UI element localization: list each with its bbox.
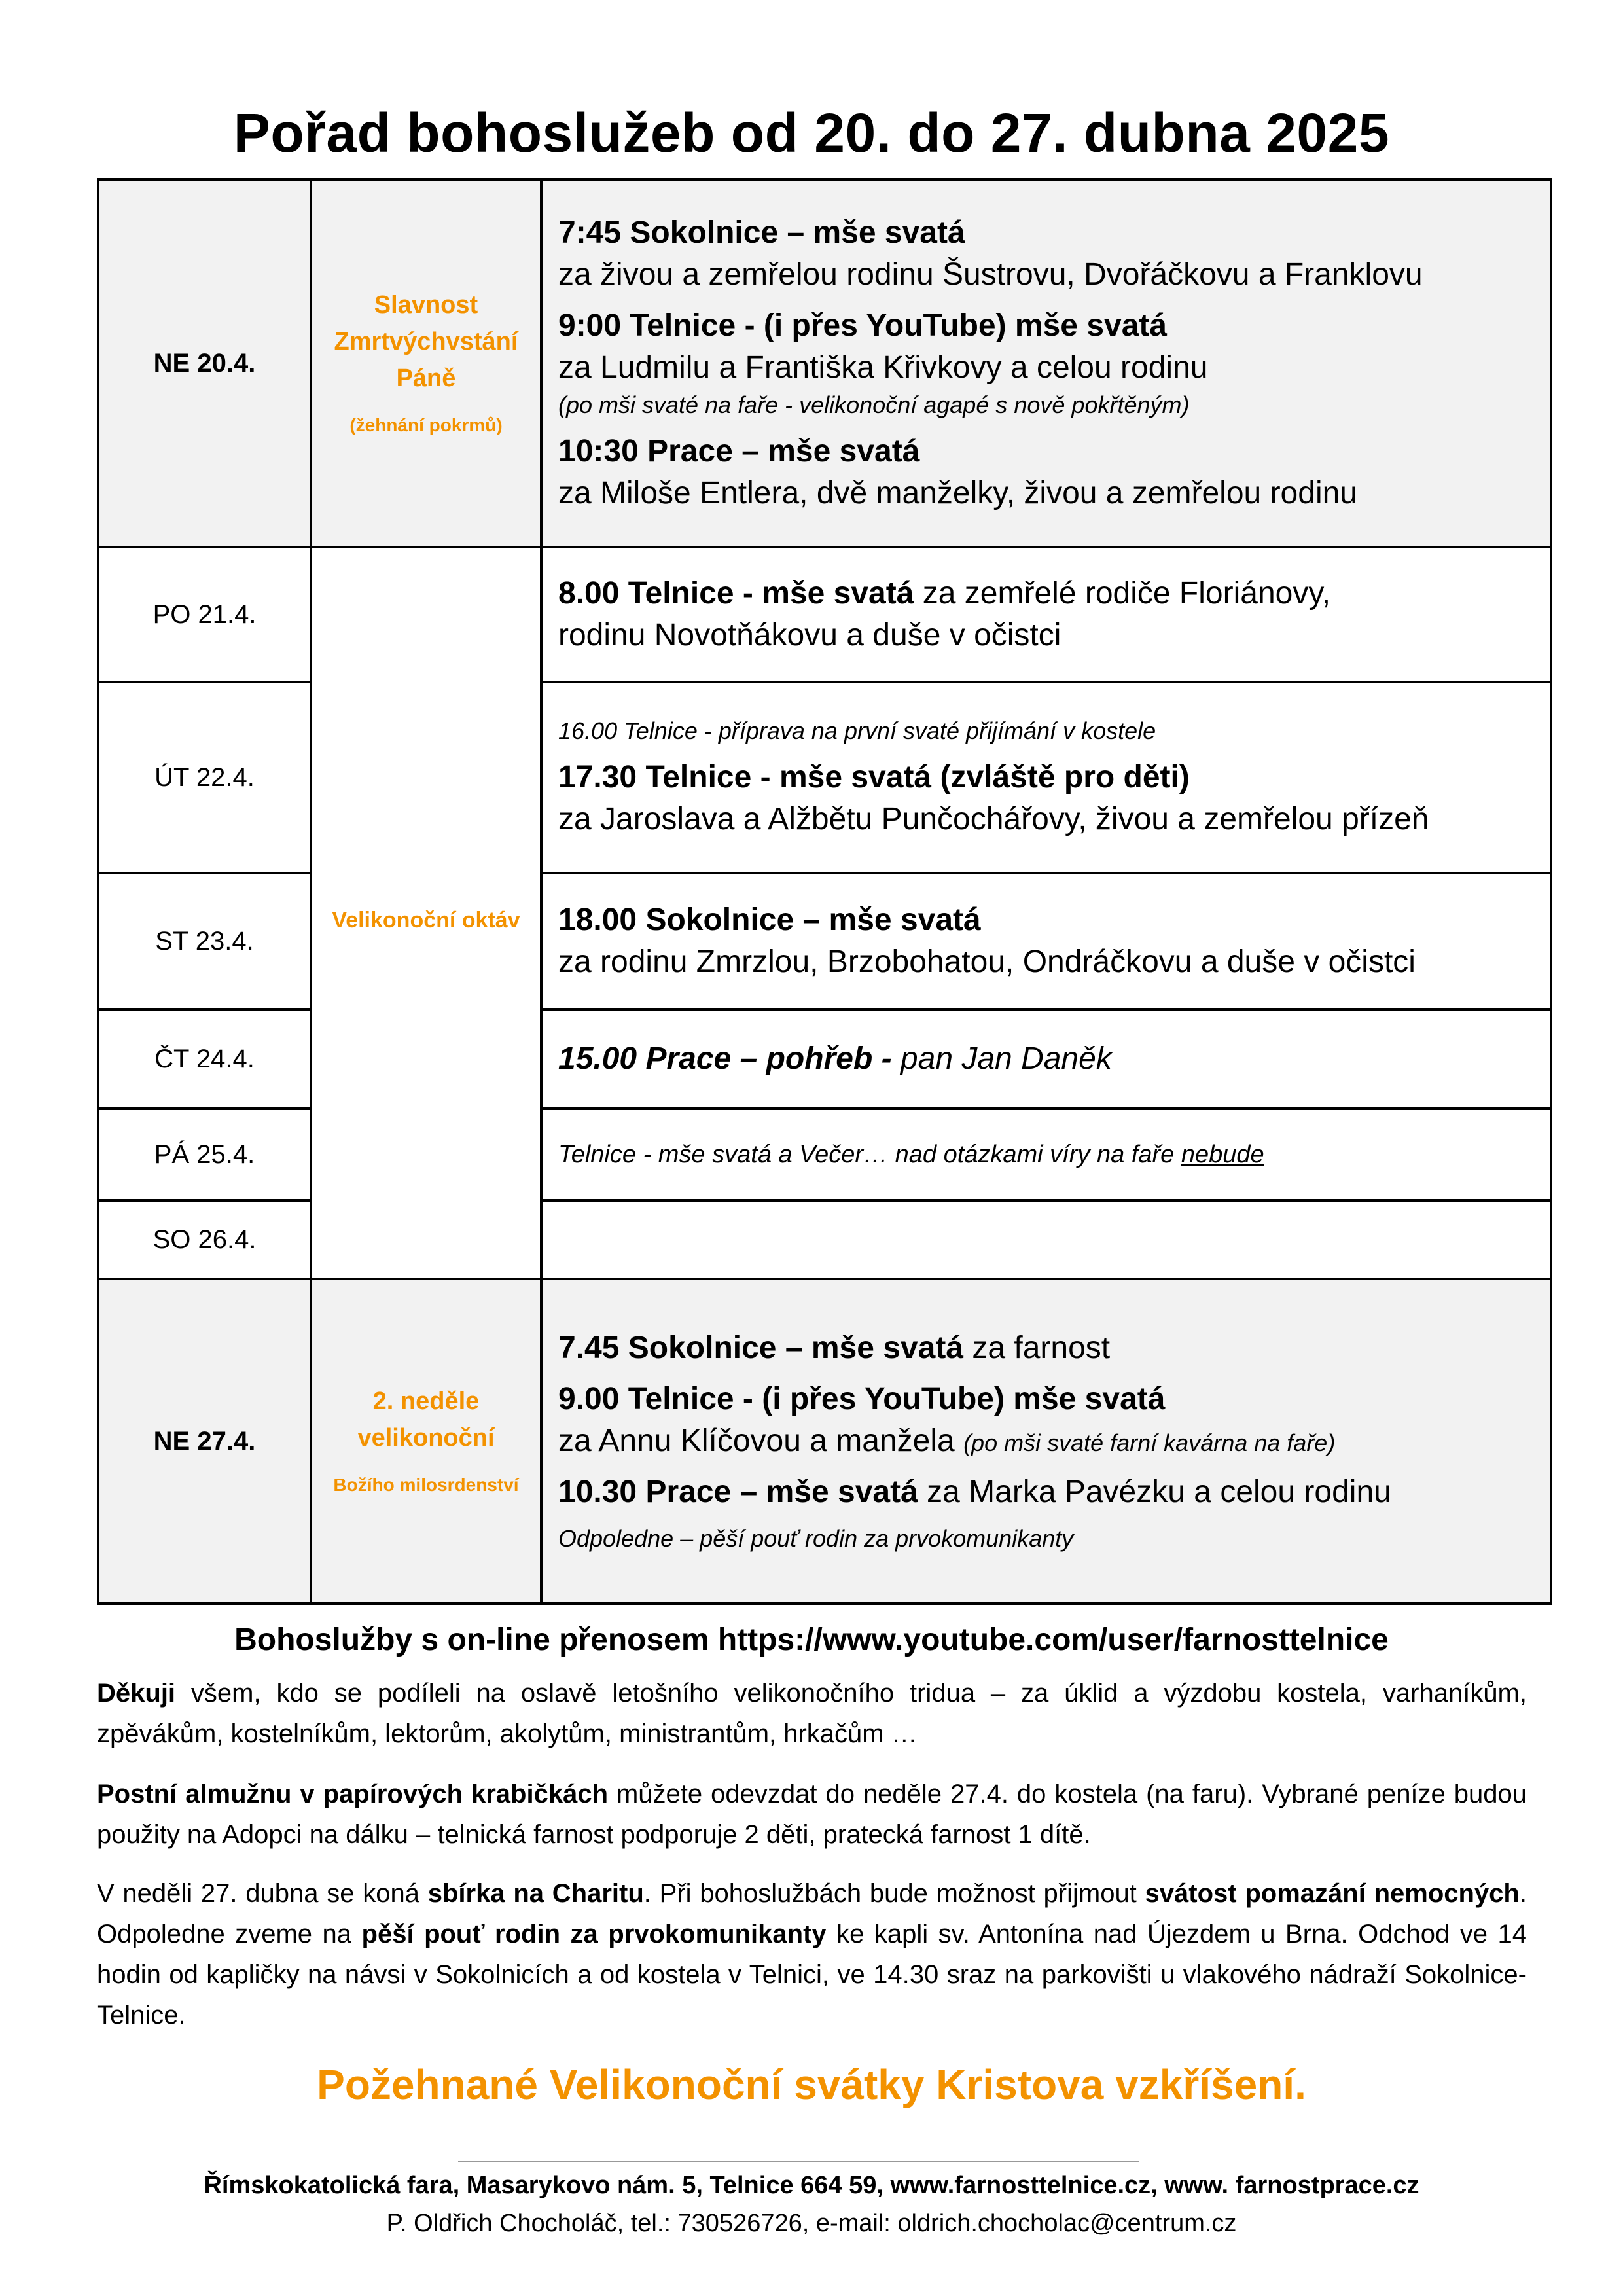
day-cell: PO 21.4.: [98, 547, 311, 682]
day-cell: ST 23.4.: [98, 873, 311, 1009]
paragraph-text: . Odpoledne zveme na: [97, 1879, 1527, 1948]
event-heading: 10:30 Prace – mše svatá: [558, 434, 920, 469]
day-cell: ÚT 22.4.: [98, 682, 311, 873]
octave-cell: [311, 547, 541, 1279]
paragraph-text: V neděli 27. dubna se koná: [97, 1879, 428, 1908]
bold-text: pěší pouť rodin za prvokomunikanty: [361, 1920, 827, 1948]
paragraph-text: všem, kdo se podíleli na oslavě letošního velikonočního tridua – za úklid a výzdobu kostela, varhaníkům, zpěvákům, kostelníkům, lektorům, akolytům, ministrantům, hrkačům …: [97, 1679, 1527, 1748]
event-intention: za farnost: [963, 1331, 1111, 1365]
event-intention: za Miloše Entlera, dvě manželky, živou a zemřelou rodinu: [558, 476, 1357, 511]
footer-divider: [458, 2161, 1139, 2162]
event-intention: za Ludmilu a Františka Křivkovy a celou rodinu: [558, 350, 1208, 385]
almsgiving-paragraph: [97, 1774, 1527, 1855]
events-cell: [541, 1279, 1551, 1604]
feast-note: (žehnání pokrmů): [349, 415, 503, 435]
bold-text: sbírka na Charitu: [427, 1879, 644, 1908]
feast-note: Božího milosrdenství: [333, 1475, 519, 1495]
table-row: [98, 1279, 1551, 1604]
announcement-paragraph: [97, 1873, 1527, 2036]
day-cell: ČT 24.4.: [98, 1009, 311, 1109]
event-heading: 15.00 Prace – pohřeb -: [558, 1041, 901, 1076]
day-cell: SO 26.4.: [98, 1200, 311, 1279]
feast-name: 2. neděle velikonoční: [357, 1388, 495, 1452]
event-intention: za Marka Pavézku a celou rodinu: [918, 1475, 1391, 1509]
feast-cell: [311, 1279, 541, 1604]
day-cell: NE 27.4.: [98, 1279, 311, 1604]
event-intention: za Jaroslava a Alžbětu Punčochářovy, živou a zemřelou přízeň: [558, 802, 1429, 836]
page-title: Pořad bohoslužeb od 20. do 27. dubna 2025: [233, 102, 1390, 164]
event-line: [558, 1038, 1534, 1080]
octave-label: Velikonoční oktáv: [332, 908, 520, 933]
events-cell: [541, 179, 1551, 547]
paragraph-text: můžete odevzdat do neděle 27.4. do kostela (na faru). Vybrané peníze budou použity na Adopci na dálku – telnická farnost podporuje 2 děti, pratecká farnost 1 dítě.: [97, 1780, 1527, 1849]
event-note-underlined: nebude: [1181, 1141, 1264, 1168]
broadcast-info: Bohoslužby s on-line přenosem https://www.youtube.com/user/farnosttelnice: [234, 1623, 1389, 1657]
event-intention: za Annu Klíčovou a manžela: [558, 1424, 964, 1458]
events-cell: [541, 873, 1551, 1009]
events-cell: [541, 1109, 1551, 1200]
events-cell: [541, 682, 1551, 873]
schedule-table: [97, 178, 1552, 1605]
event-intention: rodinu Novotňákovu a duše v očistci: [558, 618, 1061, 653]
events-cell: [541, 547, 1551, 682]
bold-text: Postní almužnu v papírových krabičkách: [97, 1780, 609, 1808]
event-note: (po mši svaté na faře - velikonoční agapé s nově pokřtěným): [558, 391, 1190, 418]
event-note: Odpoledne – pěší pouť rodin za prvokomunikanty: [558, 1525, 1074, 1552]
event-intention: pan Jan Daněk: [900, 1041, 1112, 1076]
event-intention: za živou a zemřelou rodinu Šustrovu, Dvořáčkovu a Franklovu: [558, 257, 1423, 292]
bold-text: svátost pomazání nemocných: [1145, 1879, 1520, 1908]
event-heading: 17.30 Telnice - mše svatá (zvláště pro děti): [558, 760, 1190, 795]
event-note: 16.00 Telnice - příprava na první svaté přijímání v kostele: [558, 717, 1156, 744]
feast-name: Slavnost Zmrtvýchvstání Páně: [334, 291, 518, 392]
event-heading: 8.00 Telnice - mše svatá: [558, 576, 914, 611]
footer-address: Římskokatolická fara, Masarykovo nám. 5, Telnice 664 59, www.farnosttelnice.cz, www. farnostprace.cz: [204, 2172, 1419, 2199]
day-cell: PÁ 25.4.: [98, 1109, 311, 1200]
event-intention: za zemřelé rodiče Floriánovy,: [914, 576, 1331, 611]
event-heading: 10.30 Prace – mše svatá: [558, 1475, 918, 1509]
event-note: Telnice - mše svatá a Večer… nad otázkami víry na faře: [558, 1141, 1181, 1168]
event-line: [558, 1420, 1534, 1462]
paragraph-text: . Při bohoslužbách bude možnost přijmout: [643, 1879, 1145, 1908]
event-note: (po mši svaté farní kavárna na faře): [963, 1429, 1336, 1456]
day-cell: NE 20.4.: [98, 179, 311, 547]
event-heading: 7:45 Sokolnice – mše svatá: [558, 215, 965, 250]
event-intention: za rodinu Zmrzlou, Brzobohatou, Ondráčkovu a duše v očistci: [558, 944, 1416, 979]
event-heading: 9.00 Telnice - (i přes YouTube) mše svatá: [558, 1382, 1166, 1416]
event-heading: 18.00 Sokolnice – mše svatá: [558, 903, 981, 937]
events-cell: [541, 1009, 1551, 1109]
event-line: [558, 1471, 1534, 1513]
thanks-paragraph: [97, 1673, 1527, 1754]
table-row: [98, 547, 1551, 682]
event-line: [558, 1138, 1534, 1172]
feast-cell: [311, 179, 541, 547]
paragraph-text: ke kapli sv. Antonína nad Újezdem u Brna. Odchod ve 14 hodin od kapličky na návsi v Sokolnicích a od kostela v Telnici, ve 14.30 sraz na parkovišti u vlakového nádraží Sokolnice-Telnice.: [97, 1920, 1527, 2030]
table-row: [98, 179, 1551, 547]
event-heading: 7.45 Sokolnice – mše svatá: [558, 1331, 964, 1365]
event-line: [558, 573, 1534, 615]
events-cell: [541, 1200, 1551, 1279]
footer-contact: P. Oldřich Chocholáč, tel.: 730526726, e-mail: oldrich.chocholac@centrum.cz: [386, 2210, 1237, 2237]
easter-greeting: Požehnané Velikonoční svátky Kristova vzkříšení.: [317, 2061, 1306, 2108]
event-heading: 9:00 Telnice - (i přes YouTube) mše svatá: [558, 308, 1168, 343]
event-line: [558, 1327, 1534, 1369]
bold-text: Děkuji: [97, 1679, 176, 1708]
